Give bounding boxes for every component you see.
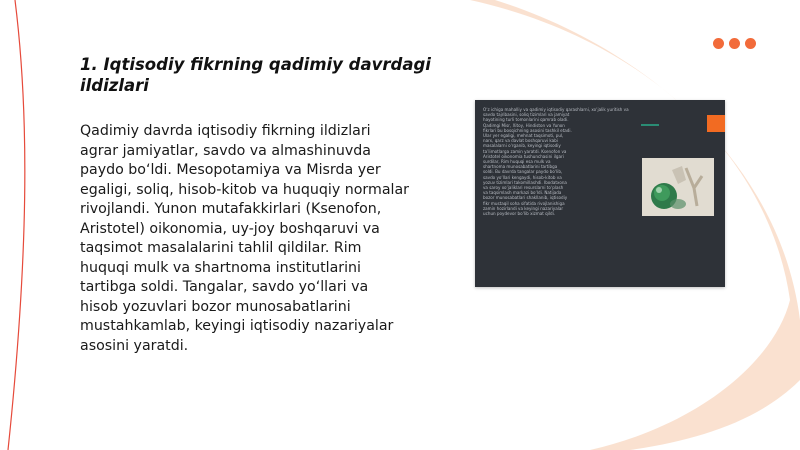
- slide-title: 1. Iqtisodiy fikrning qadimiy davrdagi ildizlari: [80, 55, 431, 95]
- thumbnail-orange-tab: [707, 115, 725, 132]
- dot-3: [745, 38, 756, 49]
- thumbnail-photo: [642, 158, 714, 216]
- slide-body-text: Qadimiy davrda iqtisodiy fikrning ildizlari agrar jamiyatlar, savdo va almashinuvda paydo bo‘ldi. Mesopotamiya va Misrda yer egaligi, soliq, hisob-kitob va huquqiy normalar rivojlandi. Yunon mutafakkirlari (Ksenofon, Aristotel) oikonomia, uy-joy boshqaruvi va taqsimot masalalarini tahlil qildilar. Rim huquqi mulk va shartnoma institutlarini tartibga soldi. Tangalar, savdo yo‘llari va hisob yozuvlari bozor munosabatlarini mustahkamlab, keyingi iqtisodiy nazariyalar asosini yaratdi.: [80, 123, 409, 354]
- dot-1: [713, 38, 724, 49]
- thumbnail-accent-line: [641, 124, 659, 126]
- thumbnail-text: O‘z ichiga mahalliy va qadimiy iqtisodiy qarashlarni, xo‘jalik yuritish va savdo tajribasini, soliq tizimlari va jamiyat hayotining turli tomonlarini qamrab oladi. Qadimgi Misr, Xitoy, Hindiston va Yunon fikrlari bu bosqichning asosini tashkil etadi. Ular yer egaligi, mehnat taqsimoti, pul, narx, qarz va davlat boshqaruvi kabi masalalarni o‘rganib, keyingi iqtisodiy ta’limotlarga zamin yaratdi. Ksenofon va Aristotel oikonomia tushunchasini ilgari surdilar, Rim huquqi esa mulk va shartnoma munosabatlarini tartibga soldi. Bu davrda tangalar paydo bo‘lib, savdo yo‘llari kengaydi, hisob-kitob va yozuv tizimlari takomillashdi. Ibodatxona va saroy xo‘jaliklari resurslarni to‘plash va taqsimlash markazi bo‘ldi. Natijada bozor munosabatlari shakllanib, iqtisodiy fikr mustaqil soha sifatida rivojlanishiga zamin hozirlandi va keyingi nazariyalar uchun poydevor bo‘lib xizmat qildi.: [483, 107, 629, 217]
- decorative-dots: [713, 38, 756, 49]
- embedded-slide-thumbnail: [475, 100, 725, 287]
- dot-2: [729, 38, 740, 49]
- decor-red-line: [8, 0, 25, 450]
